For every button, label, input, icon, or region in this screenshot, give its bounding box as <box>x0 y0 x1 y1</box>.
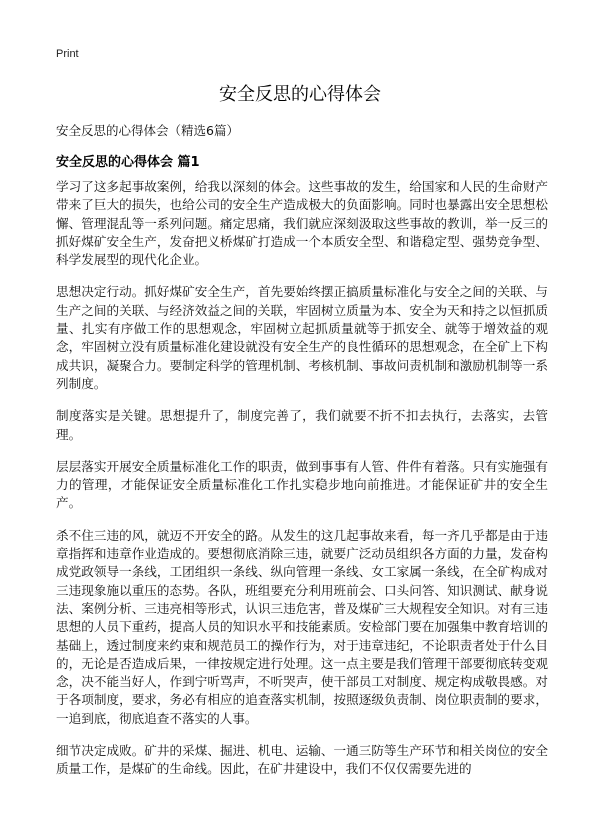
page-title: 安全反思的心得体会 <box>219 84 381 105</box>
document-subtitle: 安全反思的心得体会（精选6篇） <box>56 123 239 138</box>
paragraph: 制度落实是关键。思想提升了，制度完善了，我们就要不折不扣去执行，去落实，去管理。 <box>56 408 548 442</box>
paragraph: 层层落实开展安全质量标准化工作的职责，做到事事有人管、件件有着落。只有实施强有力的管理，才能保证安全质量标准化工作扎实稳步地向前推进。才能保证矿井的安全生产。 <box>56 458 548 511</box>
print-link[interactable]: Print <box>56 48 79 60</box>
paragraph: 细节决定成败。矿井的采煤、掘进、机电、运输、一通三防等生产环节和相关岗位的安全质量工作，是煤矿的生命线。因此，在矿井建设中，我们不仅仅需要先进的 <box>56 743 548 777</box>
paragraph: 学习了这多起事故案例，给我以深刻的体会。这些事故的发生，给国家和人民的生命财产带来了巨大的损失，也给公司的安全生产造成极大的负面影响。同时也暴露出安全思想松懈、管理混乱等一系列问题。痛定思痛，我们就应深刻汲取这些事故的教训，举一反三的抓好煤矿安全生产，发奋把义桥煤矿打造成一个本质安全型、和谐稳定型、强势竞争型、科学发展型的现代化企业。 <box>56 179 548 268</box>
section-heading: 安全反思的心得体会 篇1 <box>56 155 200 170</box>
paragraph: 杀不住三违的风，就迈不开安全的路。从发生的这几起事故来看，每一齐几乎都是由于违章指挥和违章作业造成的。要想彻底消除三违，就要广泛动员组织各方面的力量，发奋构成党政领导一条线，工团组织一条线、纵向管理一条线、女工家属一条线，在全矿构成对三违现象施以重压的态势。各队，班组要充分利用班前会、口头问答、知识测试、献身说法、案例分析、三违亮相等形式，认识三违危害，普及煤矿三大规程安全知识。对有三违思想的人员下重药，提高人员的知识水平和技能素质。安检部门要在加强集中教育培训的基础上，透过制度来约束和规范员工的操作行为，对于违章违纪，不论职责者处于什么目的，无论是否造成后果，一律按规定进行处理。这一点主要是我们管理干部要彻底转变观念，决不能当好人，作到宁听骂声，不听哭声，使干部员工对制度、规定构成敬畏感。对于各项制度，要求，务必有相应的追查落实机制，按照逐级负责制、岗位职责制的要求，一追到底，彻底追查不落实的人事。 <box>56 527 548 726</box>
paragraph: 思想决定行动。抓好煤矿安全生产，首先要始终摆正搞质量标准化与安全之间的关联、与生产之间的关联、与经济效益之间的关联，牢固树立质量为本、安全为天和持之以恒抓质量、扎实有序做工作的思想观念，牢固树立起抓质量就等于抓安全、就等于增效益的观念，牢固树立没有质量标准化建设就没有安全生产的良性循环的思想观念，在全矿上下构成共识，凝聚合力。要制定科学的管理机制、考核机制、事故问责机制和激励机制等一系列制度。 <box>56 284 548 391</box>
document-body <box>56 178 548 793</box>
